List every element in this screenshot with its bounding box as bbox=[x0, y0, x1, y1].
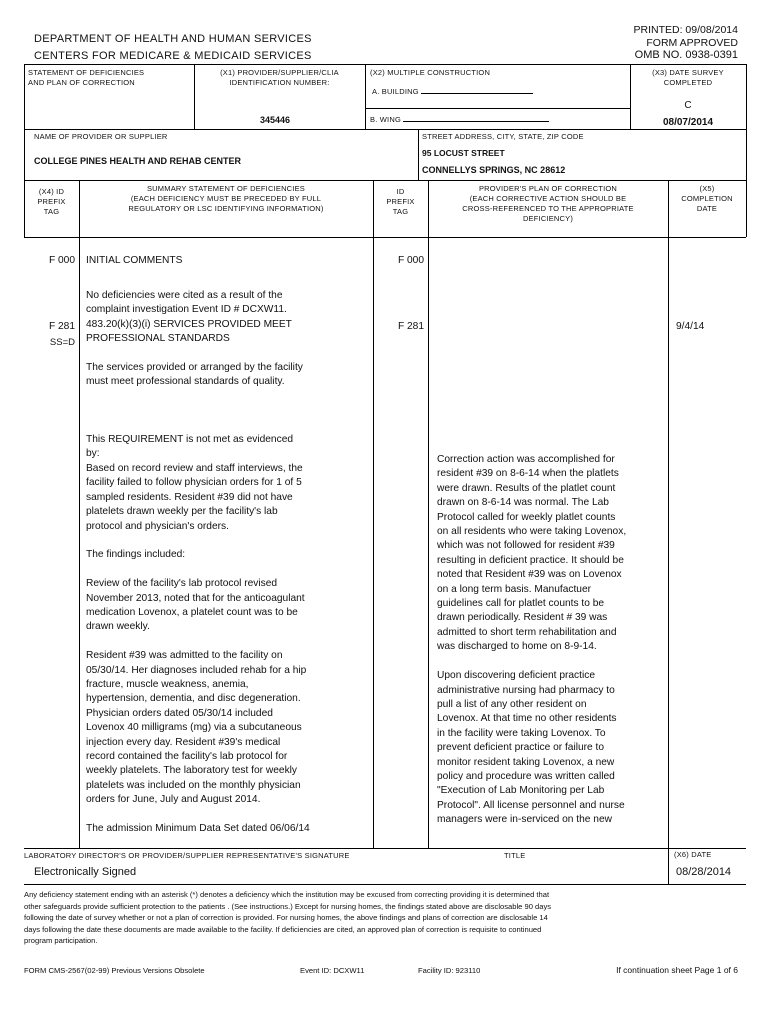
centers-name: CENTERS FOR MEDICARE & MEDICAID SERVICES bbox=[34, 50, 312, 62]
street-address: 95 LOCUST STREET bbox=[422, 148, 505, 158]
survey-letter: C bbox=[684, 100, 692, 111]
form-number: FORM CMS-2567(02-99) Previous Versions Obsolete bbox=[24, 966, 205, 975]
title-label: TITLE bbox=[504, 851, 526, 860]
electronic-signature: Electronically Signed bbox=[34, 866, 137, 878]
building-label: A. BUILDING bbox=[372, 85, 533, 97]
summary-header: SUMMARY STATEMENT OF DEFICIENCIES (EACH DEFICIENCY MUST BE PRECEDED BY FULL REGULATORY OR LSC IDENTIFYING INFORMATION) bbox=[128, 184, 324, 213]
tag-f000: F 000 bbox=[48, 255, 75, 266]
x5-header: (X5) COMPLETION DATE bbox=[681, 184, 733, 213]
x4-header: (X4) ID PREFIX TAG bbox=[37, 187, 66, 216]
disclaimer-text: Any deficiency statement ending with an asterisk (*) denotes a deficiency which the institution may be excused from correcting providing it is determined that other safeguards provide sufficient protection to the patients . (See instructions.) Except for nursing homes, the findings stated above are disclosable 90 days following the date of survey whether or not a plan of correction is provided. For nursing homes, the above findings and plans of correction are disclosable 14 days following the date these documents are made available to the facility. If deficiencies are cited, an approved plan of correction is requisite to continued program participation. bbox=[24, 890, 552, 946]
address-label: STREET ADDRESS, CITY, STATE, ZIP CODE bbox=[422, 132, 584, 141]
director-signature-label: LABORATORY DIRECTOR'S OR PROVIDER/SUPPLIER REPRESENTATIVE'S SIGNATURE bbox=[24, 851, 350, 860]
event-id: Event ID: DCXW11 bbox=[300, 966, 365, 975]
provider-name-label: NAME OF PROVIDER OR SUPPLIER bbox=[34, 132, 168, 141]
plan-header: PROVIDER'S PLAN OF CORRECTION (EACH CORRECTIVE ACTION SHOULD BE CROSS-REFERENCED TO THE APPROPRIATE DEFICIENCY) bbox=[462, 184, 634, 223]
initial-comments-title: INITIAL COMMENTS bbox=[86, 255, 183, 266]
plan-of-correction-text: Correction action was accomplished for resident #39 on 8-6-14 when the platlets were drawn. Results of the platlet count drawn on 8-6-14 was normal. The Lab Protocol called for weekly platlet counts on all residents who were taking Lovenox, which was not followed for resident #39 resulting in deficient practice. It should be noted that Resident #39 was on Lovenox on a long term basis. Manufactuer guidelines call for platlet counts to be drawn periodically. Resident # 39 was admitted to short term rehabilitation and was discharged to home on 8-9-14. Upon discovering deficient practice administrative nursing had pharmacy to pull a list of any other resident on Lovenox. At that time no other residents in the facility were taking Lovenox. To prevent deficient practice or failure to monitor resident taking Lovenox, a new policy and procedure was written called "Execution of Lab Monitoring per Lab Protocol". All license personnel and nurse managers were in-serviced on the new bbox=[437, 454, 627, 826]
signature-date: 08/28/2014 bbox=[676, 866, 732, 878]
id-tag-f281: F 281 bbox=[397, 321, 424, 332]
department-name: DEPARTMENT OF HEALTH AND HUMAN SERVICES bbox=[34, 33, 312, 45]
survey-date: 08/07/2014 bbox=[662, 117, 714, 128]
x1-label: (X1) PROVIDER/SUPPLIER/CLIA IDENTIFICATION NUMBER: bbox=[220, 68, 339, 87]
city-state-zip: CONNELLYS SPRINGS, NC 28612 bbox=[422, 165, 566, 175]
facility-id: Facility ID: 923110 bbox=[418, 966, 481, 975]
provider-id-number: 345446 bbox=[260, 115, 291, 125]
wing-label: B. WING bbox=[370, 113, 549, 125]
provider-name: COLLEGE PINES HEALTH AND REHAB CENTER bbox=[34, 156, 242, 166]
id-header: ID PREFIX TAG bbox=[386, 187, 415, 216]
statement-label: STATEMENT OF DEFICIENCIES AND PLAN OF CORRECTION bbox=[28, 68, 145, 87]
x2-label: (X2) MULTIPLE CONSTRUCTION bbox=[370, 68, 491, 77]
page-number: If continuation sheet Page 1 of 6 bbox=[616, 965, 738, 975]
form-approved: FORM APPROVED bbox=[646, 36, 738, 49]
id-tag-f000: F 000 bbox=[397, 255, 424, 266]
tag-f281: F 281 bbox=[48, 321, 75, 332]
x3-label: (X3) DATE SURVEY COMPLETED bbox=[652, 68, 724, 87]
summary-text: No deficiencies were cited as a result of the complaint investigation Event ID # DCXW11. 483.20(k)(3)(i) SERVICES PROVIDED MEET PROFESSIONAL STANDARDS The services provided or arranged by the facility must meet professional standards of quality. This REQUIREMENT is not met as evidenced by: Based on record review and staff interviews, the facility failed to follow physician orders for 1 of 5 sampled residents. Resident #39 did not have platelets drawn weekly per the facility's lab protocol and physician's orders. The findings included: Review of the facility's lab protocol revised November 2013, noted that for the anticoagulant medication Lovenox, a platelet count was to be drawn weekly. Resident #39 was admitted to the facility on 05/30/14. Her diagnoses included rehab for a hip fracture, muscle weakness, anemia, hypertension, dementia, and disc degeneration. Physician orders dated 05/30/14 included Lovenox 40 milligrams (mg) via a subcutaneous injection every day. Resident #39's medical record contained the facility's lab protocol for weekly platelets. The laboratory test for weekly platelets was included on the monthly physician orders for June, July and August 2014. The admission Minimum Data Set dated 06/06/14 bbox=[86, 290, 310, 835]
completion-date: 9/4/14 bbox=[676, 321, 705, 332]
printed-date: PRINTED: 09/08/2014 bbox=[633, 24, 738, 36]
x6-date-label: (X6) DATE bbox=[674, 850, 712, 859]
omb-number: OMB NO. 0938-0391 bbox=[634, 49, 738, 61]
scope-severity: SS=D bbox=[49, 337, 75, 348]
